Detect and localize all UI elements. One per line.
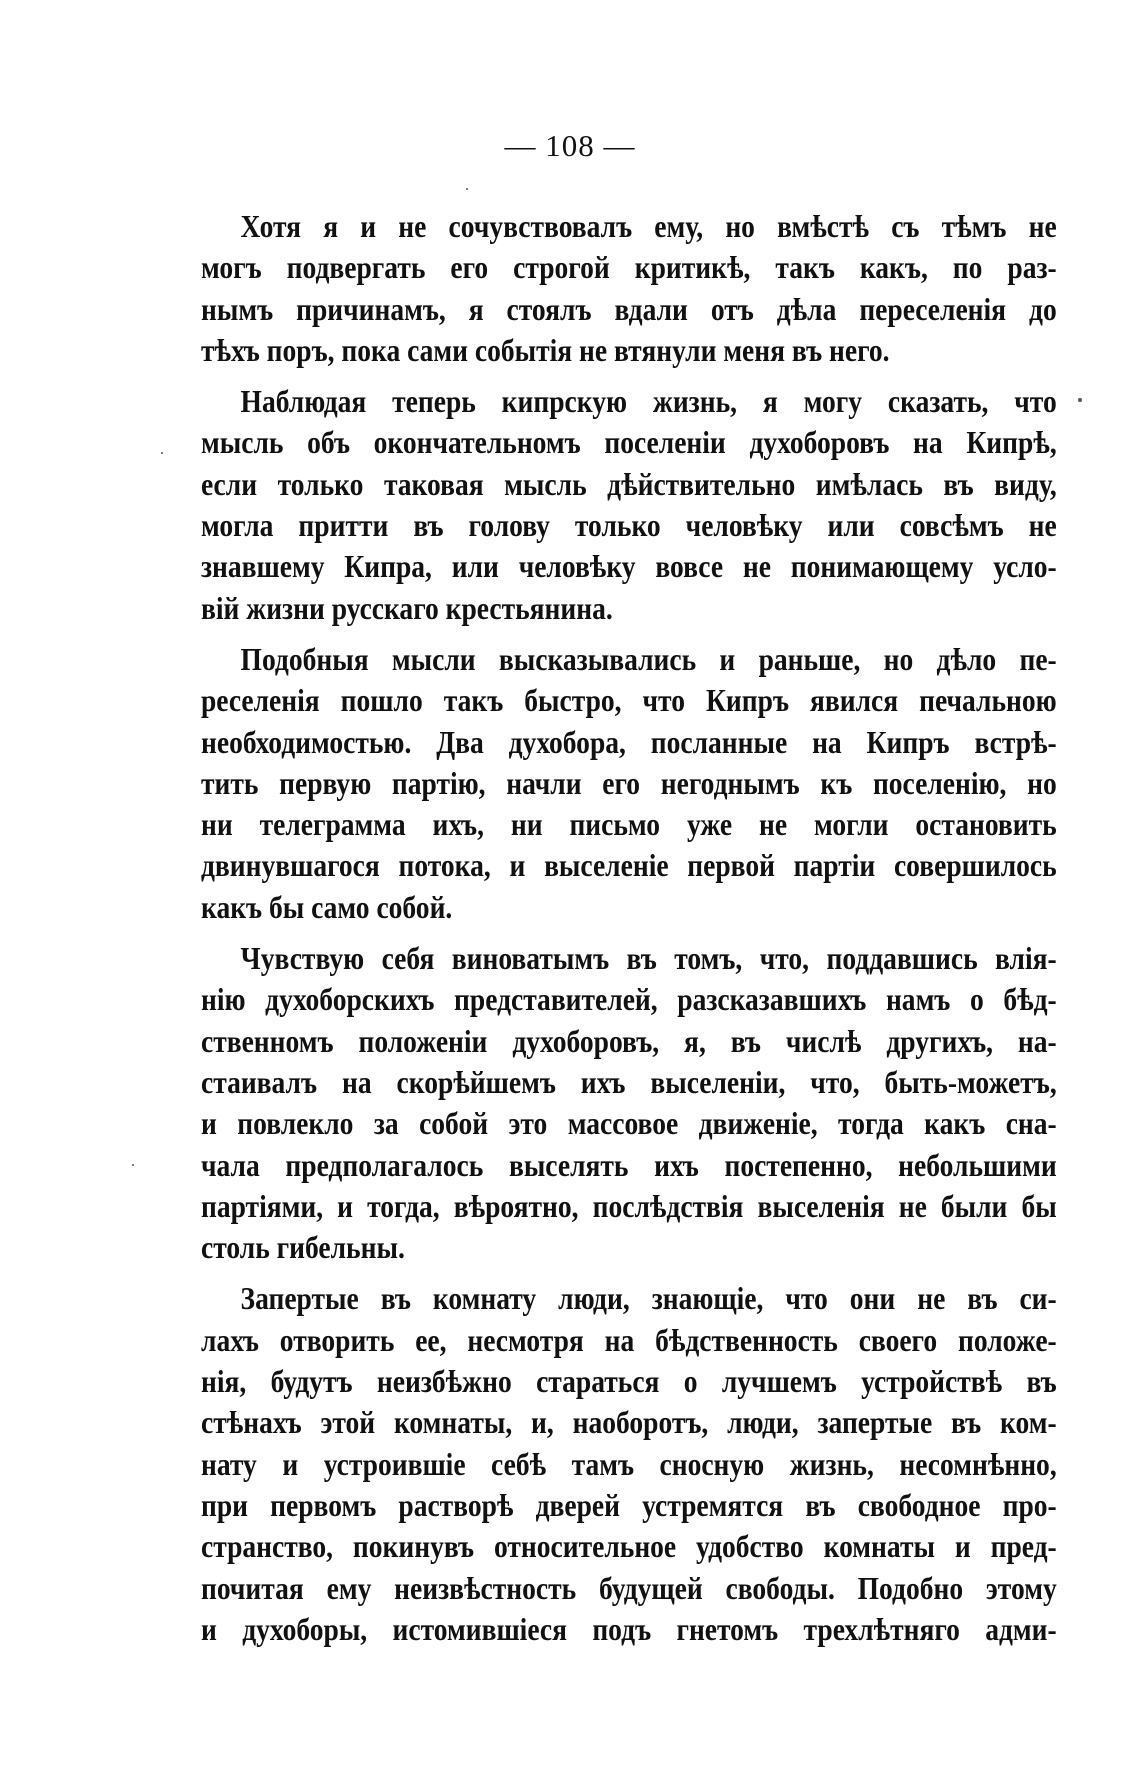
text-line: если только таковая мысль дѣйствительно имѣлась въ виду, (201, 465, 1057, 502)
text-line: какъ бы само собой. (201, 888, 453, 925)
scan-speck (161, 452, 163, 454)
text-line: могъ подвергать его строгой критикѣ, такъ какъ, по раз- (201, 249, 1057, 286)
scan-speck (1078, 398, 1082, 402)
text-line: ственномъ положеніи духоборовъ, я, въ числѣ другихъ, на- (201, 1022, 1057, 1059)
text-line: могла притти въ голову только человѣку или совсѣмъ не (201, 507, 1057, 544)
text-line: странство, покинувъ относительное удобство комнаты и пред- (201, 1528, 1057, 1565)
text-line: столь гибельны. (201, 1229, 405, 1266)
text-line: Чувствую себя виноватымъ въ томъ, что, поддавшись влія- (240, 940, 1057, 977)
text-line: стаивалъ на скорѣйшемъ ихъ выселеніи, что, быть-можетъ, (201, 1063, 1057, 1100)
text-line: тить первую партію, начли его негоднымъ къ поселенію, но (201, 764, 1057, 801)
scan-speck (132, 1164, 134, 1166)
text-line: чала предполагалось выселять ихъ постепенно, небольшими (201, 1146, 1057, 1183)
text-line: при первомъ растворѣ дверей устремятся въ свободное про- (201, 1486, 1057, 1523)
text-line: нату и устроившіе себѣ тамъ сносную жизнь, несомнѣнно, (201, 1445, 1057, 1482)
text-line: Запертые въ комнату люди, знающіе, что они не въ си- (240, 1280, 1057, 1317)
page-number: — 108 — (504, 128, 636, 163)
text-line: стѣнахъ этой комнаты, и, наоборотъ, люди, запертые въ ком- (201, 1404, 1057, 1441)
text-line: Подобныя мысли высказывались и раньше, но дѣло пе- (240, 640, 1057, 677)
text-line: двинувшагося потока, и выселеніе первой партіи совершилось (201, 847, 1057, 884)
text-line: тѣхъ поръ, пока сами событія не втянули меня въ него. (201, 331, 890, 368)
text-line: вій жизни русскаго крестьянина. (201, 589, 613, 626)
body-text (201, 206, 1057, 1650)
paragraph-2 (201, 381, 1057, 629)
text-line: и духоборы, истомившіеся подъ гнетомъ трехлѣтняго адми- (201, 1610, 1057, 1647)
text-line: реселенія пошло такъ быстро, что Кипръ явился печальною (201, 682, 1057, 719)
text-line: Наблюдая теперь кипрскую жизнь, я могу сказать, что (240, 383, 1057, 420)
paragraph-3 (201, 639, 1057, 928)
text-line: партіями, и тогда, вѣроятно, послѣдствія выселенія не были бы (201, 1187, 1057, 1224)
text-line: и повлекло за собой это массовое движеніе, тогда какъ сна- (201, 1105, 1057, 1142)
paragraph-4 (201, 938, 1057, 1268)
text-line: ни телеграмма ихъ, ни письмо уже не могли остановить (201, 806, 1057, 843)
text-line: нымъ причинамъ, я стоялъ вдали отъ дѣла переселенія до (201, 290, 1057, 327)
text-line: мысль объ окончательномъ поселеніи духоборовъ на Кипрѣ, (201, 424, 1057, 461)
text-line: лахъ отворить ее, несмотря на бѣдственность своего положе- (201, 1321, 1057, 1358)
text-line: необходимостью. Два духобора, посланные на Кипръ встрѣ- (201, 723, 1057, 760)
paragraph-1 (201, 206, 1057, 371)
text-line: нію духоборскихъ представителей, разсказавшихъ намъ о бѣд- (201, 981, 1057, 1018)
text-line: нія, будутъ неизбѣжно стараться о лучшемъ устройствѣ въ (201, 1363, 1057, 1400)
text-line: почитая ему неизвѣстность будущей свободы. Подобно этому (201, 1569, 1057, 1606)
text-line: знавшему Кипра, или человѣку вовсе не понимающему усло- (201, 548, 1057, 585)
text-line: Хотя я и не сочувствовалъ ему, но вмѣстѣ съ тѣмъ не (240, 208, 1057, 244)
paragraph-5 (201, 1278, 1057, 1650)
scan-speck (466, 188, 468, 190)
